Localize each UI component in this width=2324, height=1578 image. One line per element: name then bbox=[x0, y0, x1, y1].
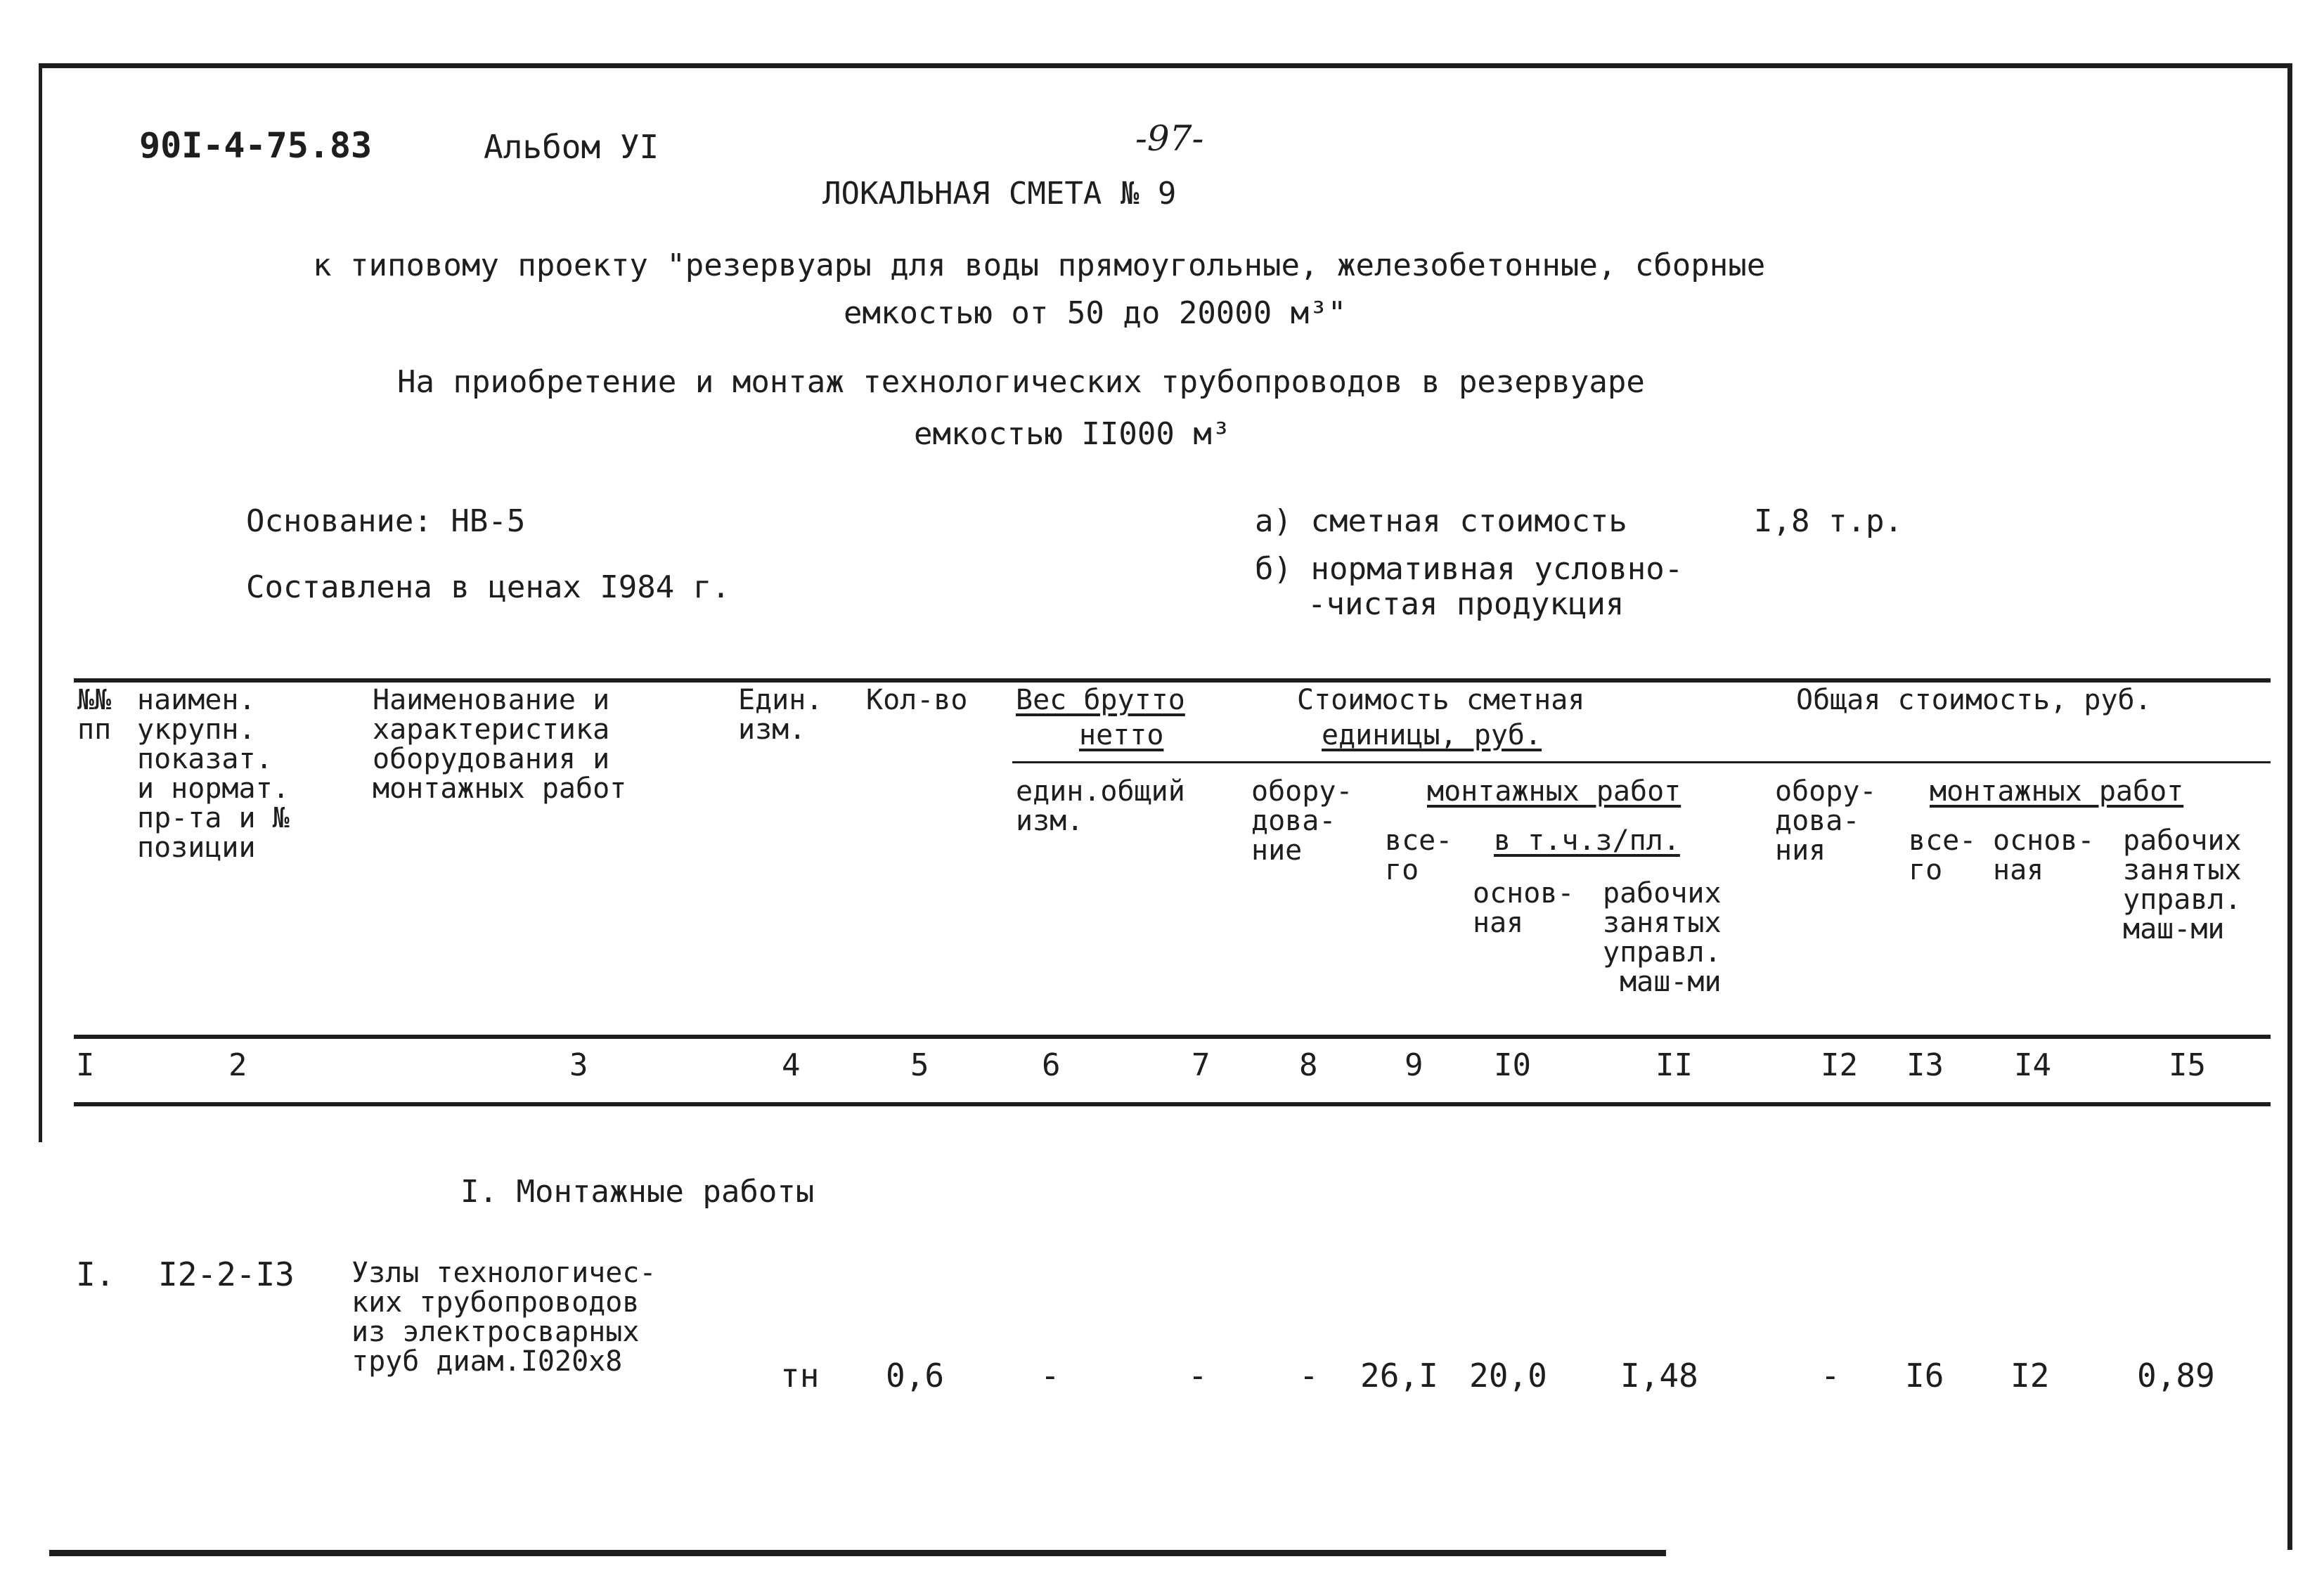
header-bottom-rule bbox=[74, 1035, 2271, 1039]
frame-top bbox=[39, 63, 2292, 68]
basis-text: Основание: НВ-5 bbox=[246, 503, 526, 539]
row-col-8: - bbox=[1299, 1357, 1319, 1395]
project-line-1: к типовому проекту "резервуары для воды прямоугольные, железобетонные, сборные bbox=[313, 247, 1766, 283]
column-number: 8 bbox=[1299, 1047, 1318, 1083]
header-incl-wages: в т.ч.з/пл. bbox=[1494, 824, 1680, 857]
header-col-14: основ- ная bbox=[1993, 824, 2095, 886]
column-number: 3 bbox=[569, 1047, 588, 1083]
header-col-13: все- го bbox=[1909, 824, 1977, 886]
frame-right bbox=[2287, 63, 2292, 1550]
header-mount-works-total: монтажных работ bbox=[1930, 775, 2184, 808]
header-weight-net: нетто bbox=[1079, 719, 1164, 751]
page-number: -97- bbox=[1135, 118, 1204, 159]
header-col-6-7: един.общий изм. bbox=[1016, 775, 1185, 837]
header-weight-gross: Вес брутто bbox=[1016, 684, 1185, 716]
column-number: I3 bbox=[1906, 1047, 1944, 1083]
header-mount-works-unit: монтажных работ bbox=[1427, 775, 1681, 808]
table-top-rule bbox=[74, 678, 2271, 683]
table-sub-rule bbox=[1012, 761, 2271, 763]
row-unit: тн bbox=[780, 1357, 820, 1395]
header-col-8: обору- дова- ние bbox=[1251, 775, 1353, 867]
column-number: 2 bbox=[228, 1047, 247, 1083]
numbers-bottom-rule bbox=[74, 1102, 2271, 1106]
header-col-11: рабочих занятых управл. маш-ми bbox=[1603, 877, 1722, 998]
column-number: II bbox=[1655, 1047, 1693, 1083]
frame-left bbox=[39, 63, 42, 1142]
row-col-12: - bbox=[1821, 1357, 1840, 1395]
row-code: I2-2-I3 bbox=[158, 1255, 295, 1293]
project-line-2: емкостью от 50 до 20000 м³" bbox=[844, 295, 1347, 331]
net-product-line-1: б) нормативная условно- bbox=[1255, 551, 1684, 587]
header-col-5: Кол-во bbox=[866, 684, 968, 716]
row-col-15: 0,89 bbox=[2137, 1357, 2215, 1395]
header-unit-cost-sub: единицы, руб. bbox=[1322, 719, 1542, 751]
row-name: Узлы технологичес- ких трубопроводов из электросварных труб диам.I020х8 bbox=[351, 1257, 657, 1378]
header-col-10: основ- ная bbox=[1473, 877, 1575, 939]
row-col-7: - bbox=[1188, 1357, 1208, 1395]
column-number: I4 bbox=[2014, 1047, 2051, 1083]
column-number: I bbox=[76, 1047, 95, 1083]
frame-bottom bbox=[49, 1550, 1666, 1556]
row-qty: 0,6 bbox=[886, 1357, 945, 1395]
row-col-13: I6 bbox=[1905, 1357, 1944, 1395]
estimate-title: ЛОКАЛЬНАЯ СМЕТА № 9 bbox=[822, 176, 1177, 212]
net-product-line-2: -чистая продукция bbox=[1308, 586, 1625, 622]
column-number: I5 bbox=[2169, 1047, 2206, 1083]
column-number: 4 bbox=[782, 1047, 801, 1083]
section-title: I. Монтажные работы bbox=[460, 1174, 815, 1210]
row-col-9: 26,I bbox=[1360, 1357, 1438, 1395]
estimated-cost-label: а) сметная стоимость bbox=[1255, 503, 1627, 539]
header-col-9: все- го bbox=[1385, 824, 1453, 886]
column-number: 7 bbox=[1192, 1047, 1211, 1083]
row-col-14: I2 bbox=[2010, 1357, 2050, 1395]
column-number: I2 bbox=[1821, 1047, 1858, 1083]
header-col-2: наимен. укрупн. показат. и нормат. пр-та и № позиции bbox=[137, 684, 290, 864]
estimated-cost-value: I,8 т.р. bbox=[1754, 503, 1903, 539]
header-col-3: Наименование и характеристика оборудования и монтажных работ bbox=[373, 684, 627, 805]
header-col-15: рабочих занятых управл. маш-ми bbox=[2123, 824, 2242, 945]
header-col-4: Един. изм. bbox=[738, 684, 823, 746]
album-label: Альбом УI bbox=[484, 128, 659, 166]
row-col-10: 20,0 bbox=[1469, 1357, 1547, 1395]
purpose-line-1: На приобретение и монтаж технологических трубопроводов в резервуаре bbox=[397, 364, 1645, 400]
column-number: 6 bbox=[1042, 1047, 1061, 1083]
purpose-line-2: емкостью II000 м³ bbox=[914, 416, 1231, 452]
column-number: 5 bbox=[910, 1047, 929, 1083]
header-col-1: №№ пп bbox=[77, 684, 112, 746]
doc-number: 90I-4-75.83 bbox=[139, 125, 373, 166]
row-number: I. bbox=[76, 1255, 115, 1293]
row-col-6: - bbox=[1040, 1357, 1060, 1395]
header-col-12: обору- дова- ния bbox=[1775, 775, 1877, 867]
prices-text: Составлена в ценах I984 г. bbox=[246, 569, 730, 605]
header-total-cost: Общая стоимость, руб. bbox=[1796, 684, 2152, 716]
header-unit-cost: Стоимость сметная bbox=[1297, 684, 1585, 716]
column-number: I0 bbox=[1494, 1047, 1531, 1083]
column-number: 9 bbox=[1405, 1047, 1424, 1083]
row-col-11: I,48 bbox=[1620, 1357, 1698, 1395]
